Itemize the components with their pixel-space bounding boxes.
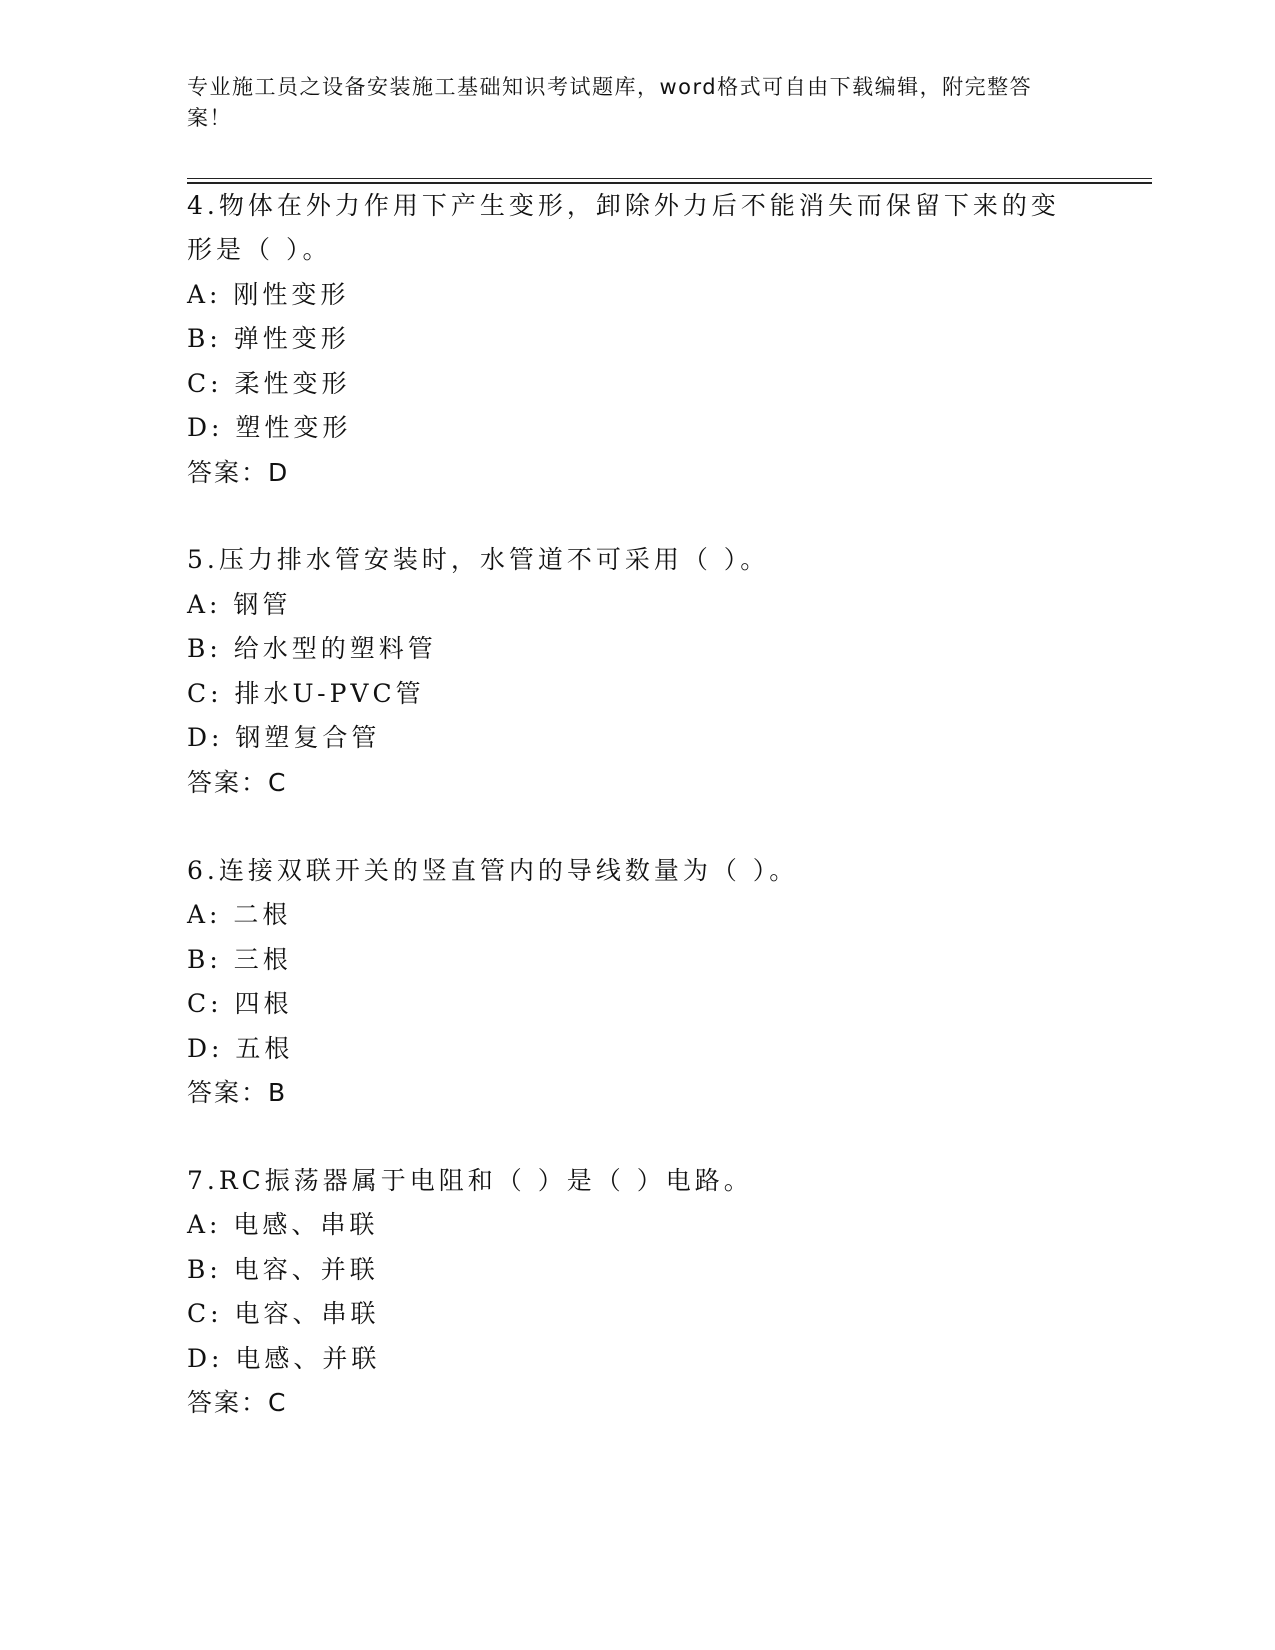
question-5-option-b: B: 给水型的塑料管 [187, 634, 437, 663]
question-6-option-a: A: 二根 [187, 900, 292, 929]
question-4-answer: 答案：D [187, 458, 290, 487]
question-7-option-a: A: 电感、串联 [187, 1210, 379, 1239]
question-4-option-c: C: 柔性变形 [187, 369, 351, 398]
question-6-answer: 答案：B [187, 1078, 288, 1107]
question-7-option-d: D: 电感、并联 [187, 1344, 381, 1373]
question-6-stem: 6.连接双联开关的竖直管内的导线数量为（ ）。 [187, 856, 799, 885]
question-7-option-c: C: 电容、串联 [187, 1299, 380, 1328]
document-header: 专业施工员之设备安装施工基础知识考试题库，word格式可自由下载编辑，附完整答案！ [187, 75, 1033, 130]
question-5-stem: 5.压力排水管安装时，水管道不可采用（ ）。 [187, 545, 770, 574]
question-4-stem-line-1: 4.物体在外力作用下产生变形，卸除外力后不能消失而保留下来的变 [187, 191, 1060, 220]
question-5-option-a: A: 钢管 [187, 590, 292, 619]
question-4-option-d: D: 塑性变形 [187, 413, 352, 442]
question-6-option-d: D: 五根 [187, 1034, 294, 1063]
header-divider-thin [187, 178, 1152, 179]
question-7-answer: 答案：C [187, 1388, 288, 1417]
question-5-answer: 答案：C [187, 768, 288, 797]
question-6-option-b: B: 三根 [187, 945, 292, 974]
question-4-option-a: A: 刚性变形 [187, 280, 350, 309]
question-4-option-b: B: 弹性变形 [187, 324, 350, 353]
question-7-option-b: B: 电容、并联 [187, 1255, 379, 1284]
question-6-option-c: C: 四根 [187, 989, 293, 1018]
question-4-stem-line-2: 形是（ ）。 [187, 235, 332, 264]
question-5-option-d: D: 钢塑复合管 [187, 723, 381, 752]
question-7-stem: 7.RC振荡器属于电阻和（ ）是（ ）电路。 [187, 1166, 753, 1195]
question-5-option-c: C: 排水U-PVC管 [187, 679, 425, 708]
header-divider-thick [187, 182, 1152, 184]
